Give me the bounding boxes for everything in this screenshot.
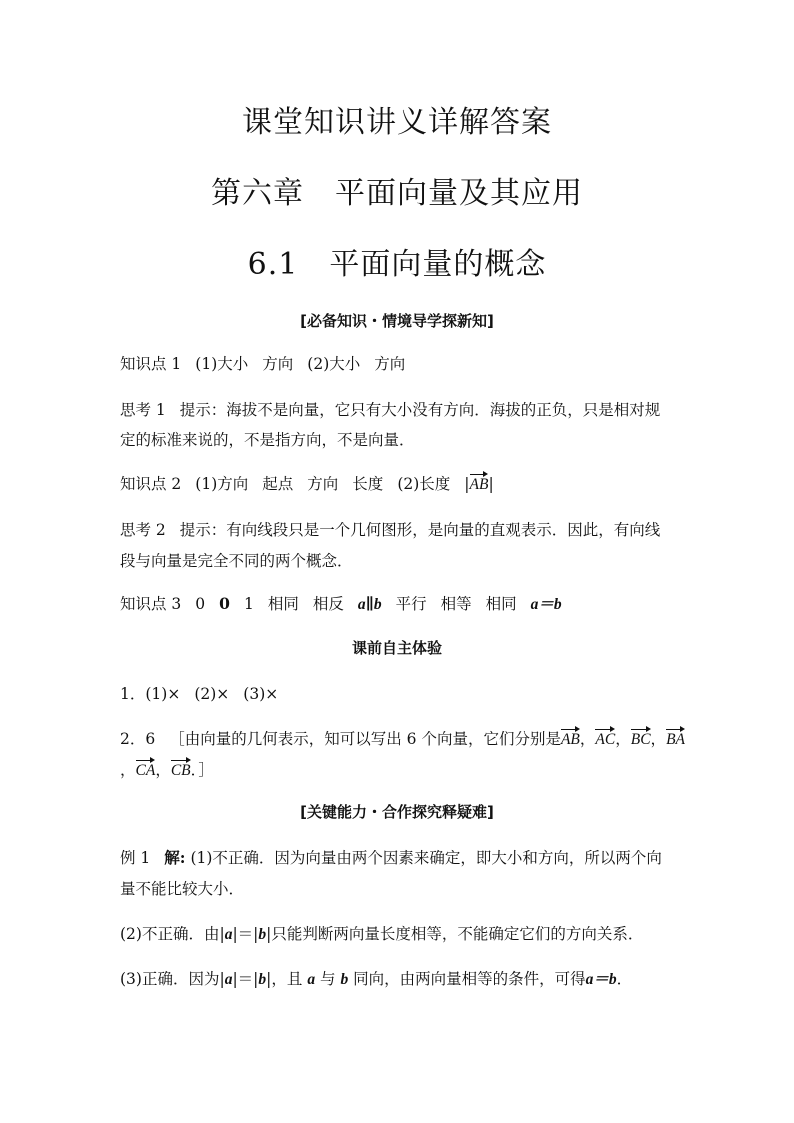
var-a: a [307,971,316,988]
kp3-one: 1 [243,595,254,613]
knowledge-point-2: 知识点 2 (1)方向 起点 方向 长度 (2)长度 |AB| [120,472,494,494]
kp3-opposite: 相反 [312,595,344,613]
think1-label: 思考 1 [120,401,166,419]
kp3-zero: 0 [195,595,206,613]
vector-ab: AB [470,472,489,494]
example-1 [120,846,662,868]
knowledge-point-1 [120,352,405,374]
ex1-label: 例 1 [120,849,151,867]
kp1-item: 方向 [374,355,406,373]
knowledge-point-3 [120,592,562,614]
text: (2)不正确．由| [120,925,225,943]
think2-label: 思考 2 [120,521,166,539]
think-1-cont: 定的标准来说的，不是指方向，不是向量． [120,431,415,449]
kp2-item: 起点 [262,475,294,493]
kp3-equal: 相等 [440,595,472,613]
kp2-label: 知识点 2 [120,475,182,493]
var-b: b [340,971,349,988]
think-2 [120,518,660,540]
comma: ， [650,730,667,748]
text: |＝| [232,970,259,988]
section-header-pre-class: 课前自主体验 [351,639,442,657]
text: |，且 [266,970,303,988]
kp3-parallel: 平行 [395,595,427,613]
question-1 [120,682,278,704]
q1-item: (2)× [194,685,230,703]
doc-title: 课堂知识讲义详解答案 [242,105,552,140]
expr-a-equals-b: a＝b [585,971,617,988]
q1-item: (1)× [145,685,181,703]
example-1-cont: 量不能比较大小． [120,880,245,898]
kp2-item: 方向 [307,475,339,493]
example-1-part-3 [120,967,632,989]
var-a: a [224,926,233,943]
text: 与 [320,970,336,988]
kp3-parallel-expr: a∥b [357,596,382,613]
comma: ， [615,730,631,748]
text: |＝| [232,925,259,943]
kp3-zero-vector: 0 [219,594,230,613]
think-2-cont: 段与向量是完全不同的两个概念． [120,552,353,570]
kp3-same2: 相同 [485,595,517,613]
kp3-equal-expr: a＝b [530,596,562,613]
vector-ac: AC [595,727,615,749]
kp1-item: 方向 [262,355,294,373]
kp1-item: (2)大小 [307,355,361,373]
kp1-label: 知识点 1 [120,355,182,373]
think1-line1: 提示：海拔不是向量，它只有大小没有方向．海拔的正负，只是相对规 [179,401,661,419]
q1-label: 1． [120,685,146,703]
question-2-cont [120,758,214,780]
chapter-title: 第六章 平面向量及其应用 [211,176,583,211]
text: 同向，由两向量相等的条件，可得 [353,970,586,988]
comma: ， [120,761,136,779]
question-2 [120,727,685,749]
example-1-part-2 [120,922,643,944]
kp2-item: (2)长度 [397,475,451,493]
think2-line1: 提示：有向线段只是一个几何图形，是向量的直观表示．因此，有向线 [179,521,661,539]
var-a: a [224,971,233,988]
text: ． [616,970,633,988]
vector-ba: BA [666,727,685,749]
vector-cb: CB [171,758,191,780]
kp1-item: (1)大小 [195,355,249,373]
section-header-key-abilities: [关键能力・合作探究释疑难] [300,803,494,821]
section-title: 6.1 平面向量的概念 [247,247,547,282]
vector-ca: CA [136,758,156,780]
q2-label: 2．6 [120,730,156,748]
q1-item: (3)× [243,685,279,703]
ex1-line1: (1)不正确．因为向量由两个因素来确定，即大小和方向，所以两个向 [190,849,662,867]
vector-ab: AB [561,727,580,749]
var-b: b [258,971,267,988]
q2-tail: ．］ [190,761,214,779]
think-1 [120,398,660,420]
comma: ， [579,730,596,748]
kp3-same: 相同 [267,595,299,613]
kp2-item: (1)方向 [195,475,249,493]
q2-text: ［由向量的几何表示，知可以写出 6 个向量，它们分别是 [169,730,561,748]
comma: ， [155,761,171,779]
section-header-required-knowledge: [必备知识・情境导学探新知] [300,312,494,330]
text: |只能判断两向量长度相等，不能确定它们的方向关系． [266,925,644,943]
ex1-solution-label: 解: [164,848,186,867]
vector-bc: BC [631,727,651,749]
kp2-item: 长度 [352,475,384,493]
var-b: b [258,926,267,943]
kp3-label: 知识点 3 [120,595,182,613]
text: (3)正确．因为| [120,970,225,988]
